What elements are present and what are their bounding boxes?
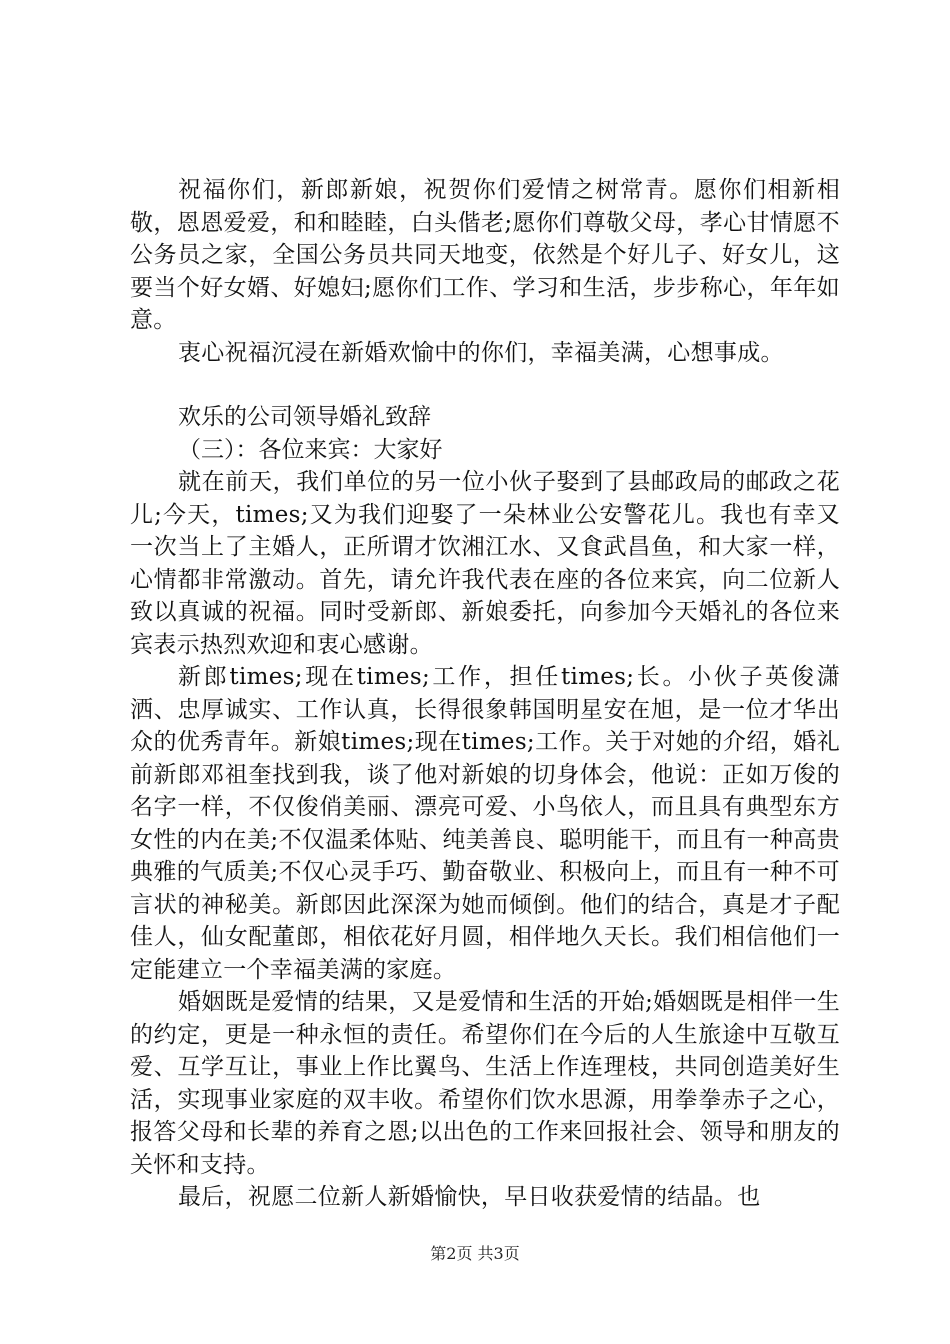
body-paragraph: 衷心祝福沉浸在新婚欢愉中的你们，幸福美满，心想事成。 (178, 339, 784, 366)
body-paragraph: 就在前天，我们单位的另一位小伙子娶到了县邮政局的邮政之花儿;今天，times;又为我们迎娶了一朵林业公安警花儿。我也有幸又一次当上了主婚人，正所谓才饮湘江水、又食武昌鱼，和大家一样，心情都非常激动。首先，请允许我代表在座的各位来宾，向二位新人致以真诚的祝福。同时受新郎、新娘委托，向参加今天婚礼的各位来宾表示热烈欢迎和衷心感谢。 (130, 469, 840, 658)
body-paragraph: 新郎times;现在times;工作，担任times;长。小伙子英俊潇洒、忠厚诚实、工作认真，长得很象韩国明星安在旭，是一位才华出众的优秀青年。新娘times;现在times;工作。关于对她的介绍，婚礼前新郎邓祖奎找到我，谈了他对新娘的切身体会，他说：正如万俊的名字一样，不仅俊俏美丽、漂亮可爱、小鸟依人，而且具有典型东方女性的内在美;不仅温柔体贴、纯美善良、聪明能干，而且有一种高贵典雅的气质美;不仅心灵手巧、勤奋敬业、积极向上，而且有一种不可言状的神秘美。新郎因此深深为她而倾倒。他们的结合，真是才子配佳人，仙女配董郎，相依花好月圆，相伴地久天长。我们相信他们一定能建立一个幸福美满的家庭。 (130, 664, 840, 983)
body-paragraph: 婚姻既是爱情的结果，又是爱情和生活的开始;婚姻既是相伴一生的约定，更是一种永恒的责任。希望你们在今后的人生旅途中互敬互爱、互学互让，事业上作比翼鸟、生活上作连理枝，共同创造美好生活，实现事业家庭的双丰收。希望你们饮水思源，用拳拳赤子之心，报答父母和长辈的养育之恩;以出色的工作来回报社会、领导和朋友的关怀和支持。 (130, 989, 840, 1178)
body-paragraph: 最后，祝愿二位新人新婚愉快，早日收获爱情的结晶。也 (178, 1184, 761, 1210)
page-footer: 第2页 共3页 (430, 1244, 520, 1263)
paragraph-spacer (130, 369, 840, 401)
document-body (130, 174, 840, 1214)
section-title: 欢乐的公司领导婚礼致辞 (178, 404, 431, 430)
body-paragraph: 祝福你们，新郎新娘，祝贺你们爱情之树常青。愿你们相新相敬，恩恩爱爱，和和睦睦，白头偕老;愿你们尊敬父母，孝心甘情愿不公务员之家，全国公务员共同天地变，依然是个好儿子、好女儿，这要当个好女婿、好媳妇;愿你们工作、学习和生活，步步称心，年年如意。 (130, 177, 840, 333)
section-subtitle: （三）：各位来宾：大家好 (178, 436, 443, 463)
